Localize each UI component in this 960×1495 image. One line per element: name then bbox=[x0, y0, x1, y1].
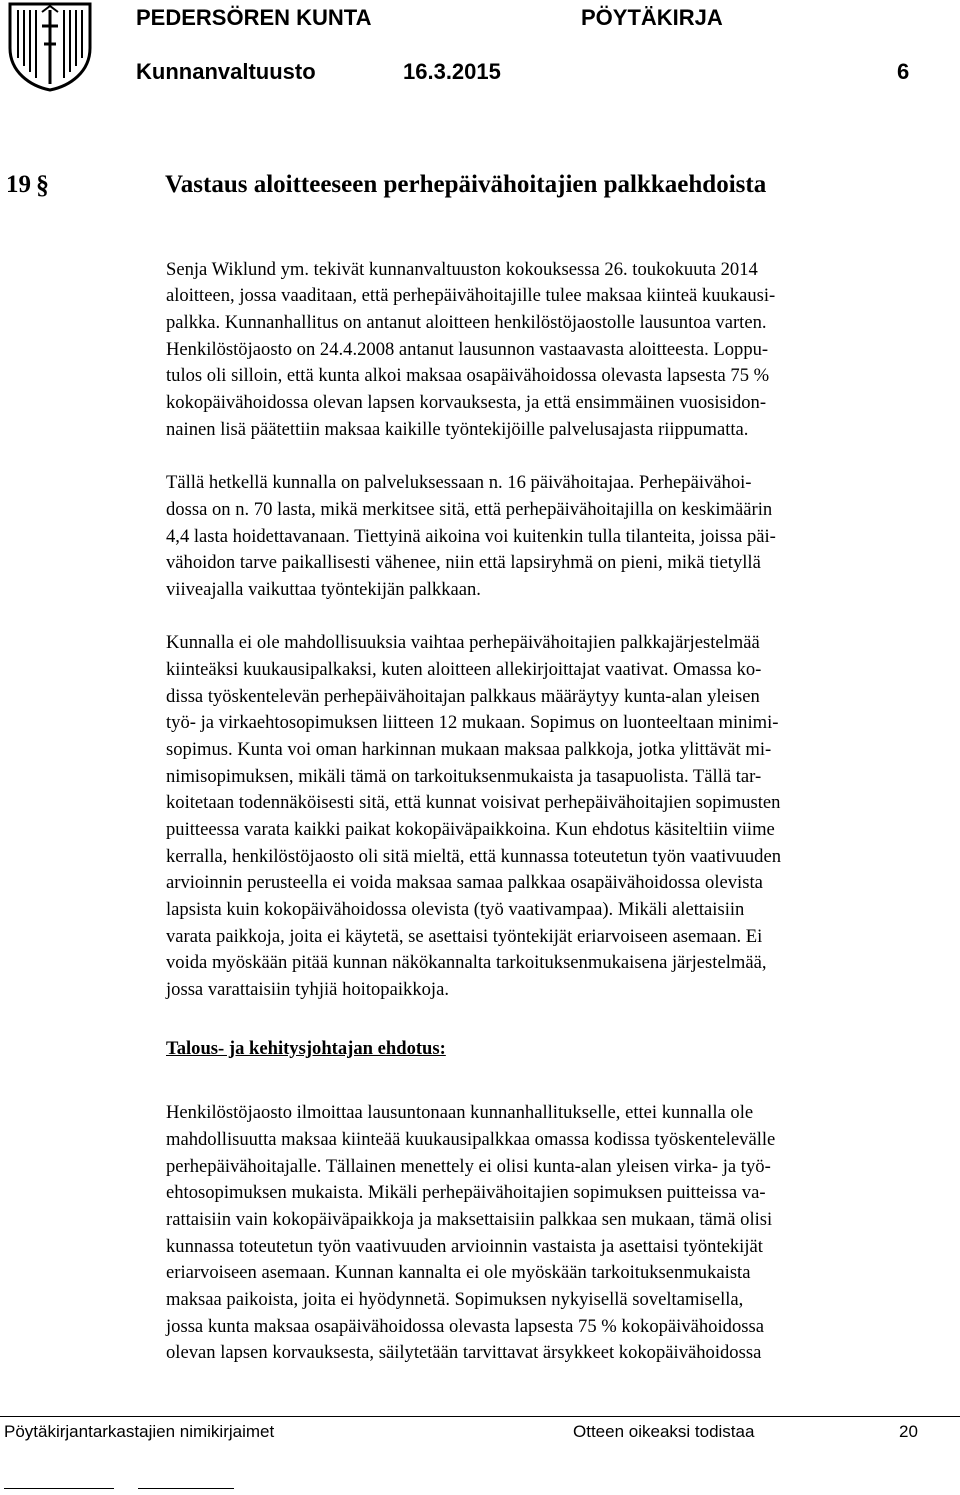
footer-page-number: 20 bbox=[899, 1422, 918, 1441]
body-line: sopimus. Kunta voi oman harkinnan mukaan maksaa palkkoja, jotka ylittävät mi- bbox=[166, 739, 772, 760]
body-line: jossa kunta maksaa osapäivähoidossa olevasta lapsesta 75 % kokopäivähoidossa bbox=[166, 1316, 764, 1337]
body-line: kerralla, henkilöstöjaosto oli sitä mieltä, että kunnassa toteutetun työn vaativuuden bbox=[166, 846, 781, 867]
body-line: 4,4 lasta hoidettavanaan. Tiettyinä aikoina voi kuitenkin tulla tilanteita, joissa päi- bbox=[166, 526, 776, 547]
section-symbol: § bbox=[36, 170, 49, 199]
signature-line bbox=[4, 1488, 114, 1489]
body-line: ehtosopimuksen mukaista. Mikäli perhepäivähoitajien sopimuksen puitteissa va- bbox=[166, 1182, 766, 1203]
meeting-date: 16.3.2015 bbox=[403, 59, 501, 84]
footer-initials-label: Pöytäkirjantarkastajien nimikirjaimet bbox=[4, 1422, 275, 1441]
body-line: nainen lisä päätettiin maksaa kaikille työntekijöille palvelusajasta riippumatta. bbox=[166, 419, 749, 440]
body-line: Henkilöstöjaosto on 24.4.2008 antanut lausunnon vastaavasta aloitteesta. Loppu- bbox=[166, 339, 769, 360]
body-line: Senja Wiklund ym. tekivät kunnanvaltuuston kokouksessa 26. toukokuuta 2014 bbox=[166, 259, 758, 280]
body-line: viiveajalla vaikuttaa työntekijän palkkaan. bbox=[166, 579, 481, 600]
proposal-heading: Talous- ja kehitysjohtajan ehdotus: bbox=[166, 1038, 446, 1059]
page-number: 6 bbox=[897, 59, 910, 84]
body-line: dissa työskentelevän perhepäivähoitajan palkkaus määräytyy kunta-alan yleisen bbox=[166, 686, 760, 707]
signature-line bbox=[138, 1488, 234, 1489]
body-line: varata paikkoja, joita ei käytetä, se asettaisi työntekijät eriarvoiseen asemaan. Ei bbox=[166, 926, 763, 947]
body-line: perhepäivähoitajalle. Tällainen menettely ei olisi kunta-alan yleisen virka- ja työ- bbox=[166, 1156, 771, 1177]
body-line: nimisopimuksen, mikäli tämä on tarkoituksenmukaista ja tasapuolista. Tällä tar- bbox=[166, 766, 762, 787]
governing-body: Kunnanvaltuusto bbox=[136, 59, 316, 84]
body-line: Tällä hetkellä kunnalla on palveluksessaan n. 16 päivähoitajaa. Perhepäivähoi- bbox=[166, 472, 752, 493]
body-line: kunnassa toteutetun työn vaativuuden arvioinnin vastaista ja asettaisi työntekijät bbox=[166, 1236, 763, 1257]
document-type: PÖYTÄKIRJA bbox=[581, 5, 723, 30]
body-line: dossa on n. 70 lasta, mikä merkitsee sitä, että perhepäivähoitajilla on keskimäärin bbox=[166, 499, 773, 520]
body-line: työ- ja virkaehtosopimuksen liitteen 12 mukaan. Sopimus on luonteeltaan minimi- bbox=[166, 712, 779, 733]
body-line: rattaisiin vain kokopäiväpaikkoja ja maksettaisiin palkkaa sen mukaan, tämä olisi bbox=[166, 1209, 773, 1230]
body-line: maksaa paikoista, joita ei hyödynnetä. Sopimuksen nykyisellä soveltamisella, bbox=[166, 1289, 744, 1310]
body-line: kiinteäksi kuukausipalkaksi, kuten aloitteen allekirjoittajat vaativat. Omassa ko- bbox=[166, 659, 762, 680]
footer-divider bbox=[0, 1416, 960, 1417]
body-line: palkka. Kunnanhallitus on antanut aloitteen henkilöstöjaostolle lausuntoa varten. bbox=[166, 312, 767, 333]
body-line: kokopäivähoidossa olevan lapsen korvauksesta, ja että ensimmäinen vuosisidon- bbox=[166, 392, 767, 413]
body-line: Henkilöstöjaosto ilmoittaa lausuntonaan kunnanhallitukselle, ettei kunnalla ole bbox=[166, 1102, 754, 1123]
body-line: olevan lapsen korvauksesta, säilytetään tarvittavat ärsykkeet kokopäivähoidossa bbox=[166, 1342, 762, 1363]
body-line: vähoidon tarve paikallisesti vähenee, niin että lapsiryhmä on pieni, mikä tietyllä bbox=[166, 552, 761, 573]
section-title: Vastaus aloitteeseen perhepäivähoitajien palkkaehdoista bbox=[165, 171, 767, 198]
body-line: puitteessa varata kaikki paikat kokopäiväpaikkoina. Kun ehdotus käsiteltiin viime bbox=[166, 819, 775, 840]
body-line: arvioinnin perusteella ei voida maksaa samaa palkkaa osapäivähoidossa olevista bbox=[166, 872, 763, 893]
municipal-coat-of-arms-logo bbox=[4, 0, 96, 92]
body-line: mahdollisuutta maksaa kiinteää kuukausipalkkaa omassa kodissa työskentelevälle bbox=[166, 1129, 776, 1150]
body-line: koitetaan todennäköisesti sitä, että kunnat voisivat perhepäivähoitajien sopimusten bbox=[166, 792, 781, 813]
body-line: lapsista kuin kokopäivähoidossa olevista (työ vaativampaa). Mikäli alettaisiin bbox=[166, 899, 745, 920]
body-line: aloitteen, jossa vaaditaan, että perhepäivähoitajille tulee maksaa kiinteä kuukausi- bbox=[166, 285, 776, 306]
body-line: Kunnalla ei ole mahdollisuuksia vaihtaa perhepäivähoitajien palkkajärjestelmää bbox=[166, 632, 760, 653]
section-number: 19 bbox=[6, 171, 31, 198]
body-line: voida myöskään pitää kunnan näkökannalta tarkoituksenmukaisena järjestelmää, bbox=[166, 952, 767, 973]
body-line: jossa varattaisiin tyhjiä hoitopaikkoja. bbox=[166, 979, 449, 1000]
body-line: tulos oli silloin, että kunta alkoi maksaa osapäivähoidossa olevasta lapsesta 75 % bbox=[166, 365, 770, 386]
body-line: eriarvoiseen asemaan. Kunnan kannalta ei ole myöskään tarkoituksenmukaista bbox=[166, 1262, 751, 1283]
municipality-name: PEDERSÖREN KUNTA bbox=[136, 5, 372, 30]
footer-certification-label: Otteen oikeaksi todistaa bbox=[573, 1422, 755, 1441]
